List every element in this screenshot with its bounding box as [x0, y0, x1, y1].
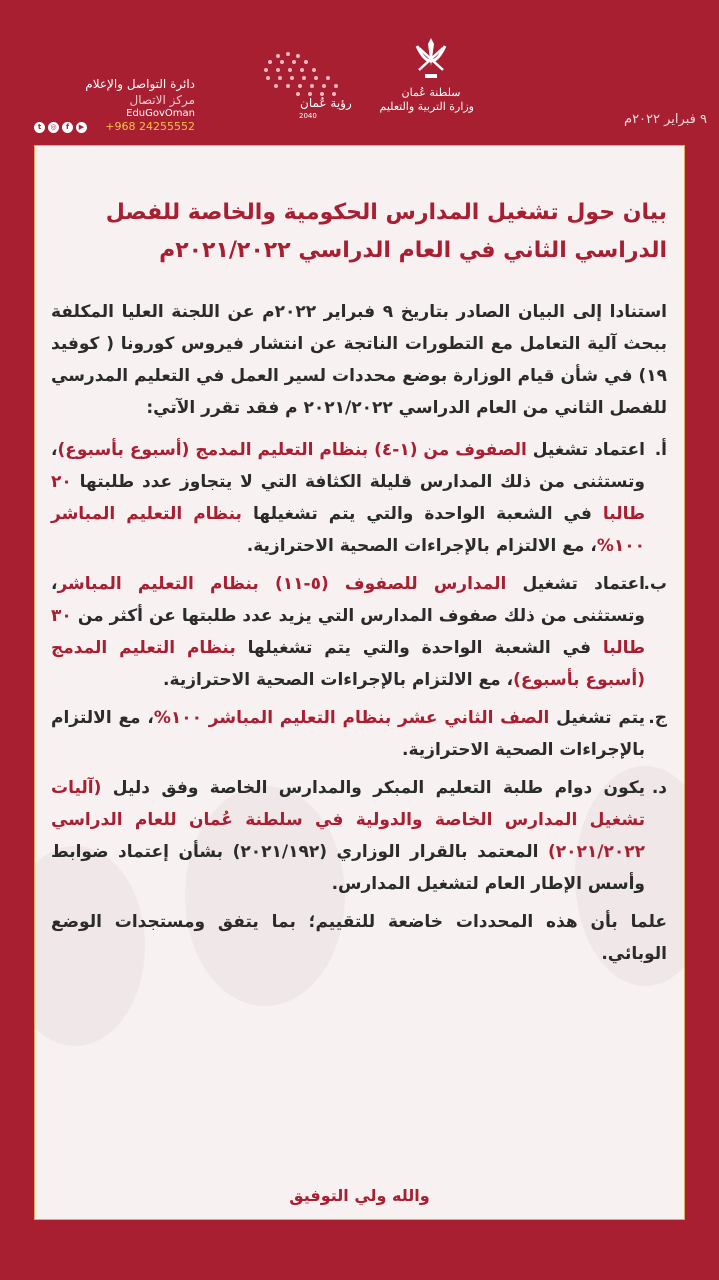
- statement-card: [34, 145, 685, 1220]
- item-label: أ.: [654, 440, 667, 460]
- department-name: دائرة التواصل والإعلام: [85, 77, 195, 91]
- youtube-icon[interactable]: ▶: [76, 122, 87, 133]
- item-text: اعتماد تشغيل المدارس للصفوف (٥-١١) بنظام التعليم المباشر، وتستثنى من ذلك صفوف المدارس التي يزيد عدد طلبتها عن أكثر من ٣٠ طالبا في الشعبة الواحدة والتي يتم تشغيلها بنظام التعليم المدمج (أسبوع بأسبوع)، مع الالتزام بالإجراءات الصحية الاحترازية.: [51, 574, 645, 690]
- item-label: د.: [651, 778, 667, 798]
- twitter-icon[interactable]: t: [34, 122, 45, 133]
- social-icons: [34, 114, 90, 133]
- statement-body: [51, 194, 667, 970]
- ministry-line-2: وزارة التربية والتعليم: [379, 100, 474, 113]
- list-item: [51, 434, 667, 562]
- statement-intro: استنادا إلى البيان الصادر بتاريخ ٩ فبراير ٢٠٢٢م عن اللجنة العليا المكلفة ببحث آلية التعامل مع التطورات الناتجة عن انتشار فيروس كورونا ( كوفيد ١٩) في شأن قيام الوزارة بوضع محددات لسير العمل في التعليم المدرسي للفصل الثاني من العام الدراسي ٢٠٢١/٢٠٢٢ م فقد تقرر الآتي:: [51, 302, 667, 418]
- list-item: [51, 772, 667, 900]
- phone-number: +968 24255552: [105, 120, 195, 133]
- item-label: ج.: [648, 708, 667, 728]
- item-text: يكون دوام طلبة التعليم المبكر والمدارس الخاصة وفق دليل (آليات تشغيل المدارس الخاصة والدولية في سلطنة عُمان للعام الدراسي ٢٠٢١/٢٠٢٢) المعتمد بالقرار الوزاري (٢٠٢١/١٩٢) بشأن إعتماد ضوابط وأسس الإطار العام لتشغيل المدارس.: [51, 778, 645, 894]
- ministry-line-1: سلطنة عُمان: [401, 86, 461, 99]
- item-text: يتم تشغيل الصف الثاني عشر بنظام التعليم المباشر ١٠٠%، مع الالتزام بالإجراءات الصحية الاحترازية.: [51, 708, 645, 760]
- vision-year: 2040: [299, 112, 317, 120]
- list-item: [51, 702, 667, 766]
- social-handle: EduGovOman: [126, 108, 195, 119]
- list-item: [51, 568, 667, 696]
- statement-date: ٩ فبراير ٢٠٢٢م: [624, 112, 707, 127]
- header-bar: [0, 0, 719, 142]
- item-text: اعتماد تشغيل الصفوف من (١-٤) بنظام التعليم المدمج (أسبوع بأسبوع)، وتستثنى من ذلك المدارس قليلة الكثافة التي لا يتجاوز عدد طلبتها ٢٠ طالبا في الشعبة الواحدة والتي يتم تشغيلها بنظام التعليم المباشر ١٠٠%، مع الالتزام بالإجراءات الصحية الاحترازية.: [51, 440, 646, 556]
- statement-title: بيان حول تشغيل المدارس الحكومية والخاصة للفصل الدراسي الثاني في العام الدراسي ٢٠٢١/٢٠٢٢م: [105, 200, 667, 263]
- ministry-logo: [379, 36, 474, 114]
- instagram-icon[interactable]: ◎: [48, 122, 59, 133]
- facebook-icon[interactable]: f: [62, 122, 73, 133]
- center-name: مركز الاتصال: [129, 93, 195, 107]
- vision-label: رؤية عُمان: [300, 96, 352, 110]
- item-label: ب.: [643, 574, 667, 594]
- statement-signoff: والله ولي التوفيق: [289, 1186, 430, 1205]
- statement-closing: علما بأن هذه المحددات خاضعة للتقييم؛ بما يتفق ومستجدات الوضع الوبائي.: [51, 912, 667, 964]
- khanjar-emblem-icon: [411, 36, 451, 82]
